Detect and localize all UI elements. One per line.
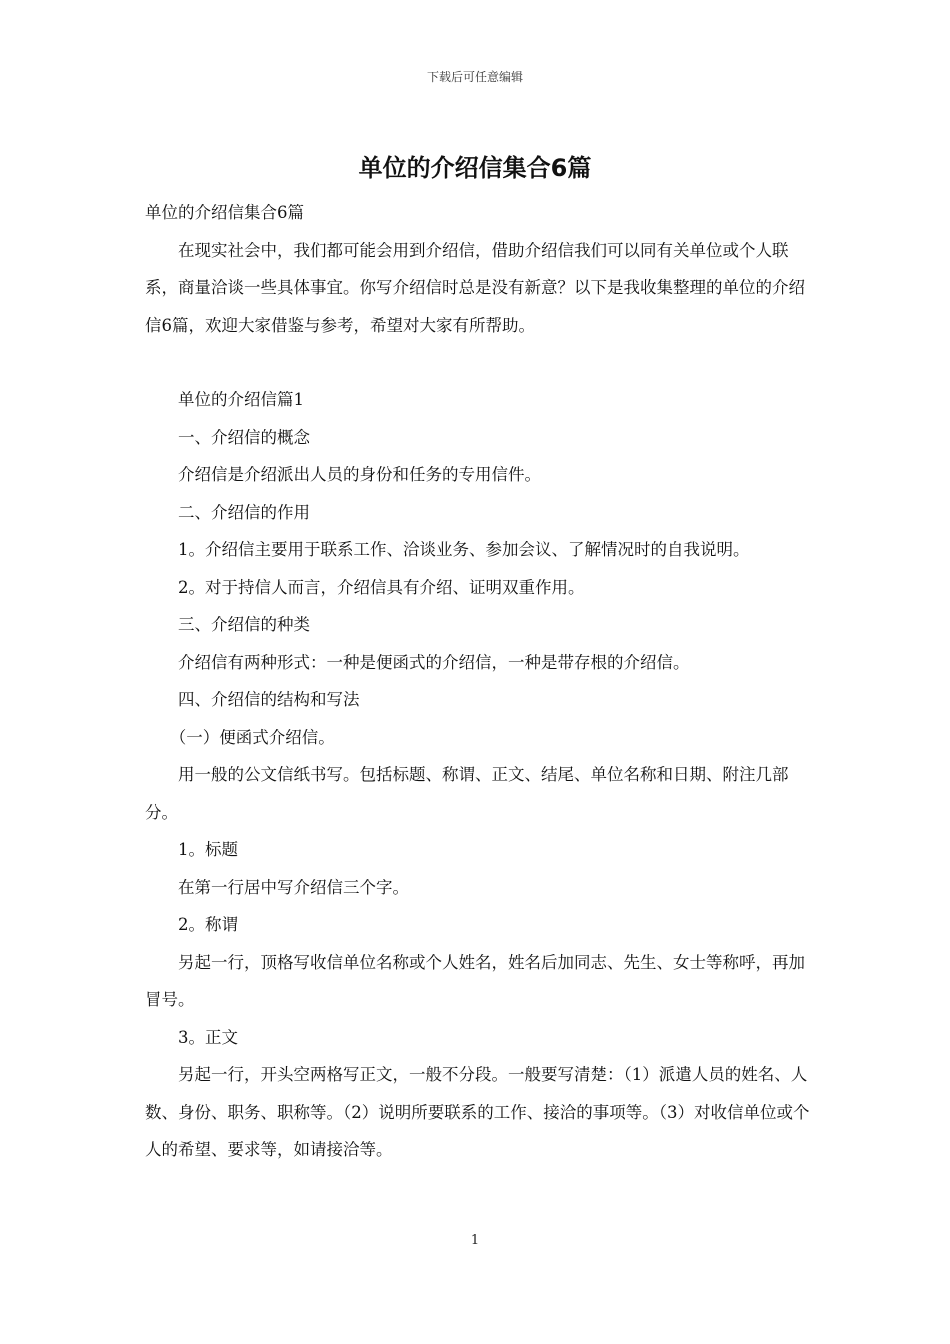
section-heading-letter-1: 单位的介绍信篇1 <box>178 390 304 409</box>
item-title-heading: 1。标题 <box>178 840 238 859</box>
item-title-text: 在第一行居中写介绍信三个字。 <box>178 877 409 897</box>
paragraph-function-1: 1。介绍信主要用于联系工作、洽谈业务、参加会议、了解情况时的自我说明。 <box>178 540 750 559</box>
document-body <box>145 194 815 1169</box>
page-header-note: 下载后可任意编辑 <box>426 70 523 84</box>
item-salutation-text: 另起一行，顶格写收信单位名称或个人姓名，姓名后加同志、先生、女士等称呼，再加冒号。 <box>145 952 805 1009</box>
item-salutation-heading: 2。称谓 <box>178 915 238 934</box>
heading-types: 三、介绍信的种类 <box>178 615 310 634</box>
subheading-letter-format: （一）便函式介绍信。 <box>169 727 335 747</box>
item-body-text: 另起一行，开头空两格写正文，一般不分段。一般要写清楚：（1）派遣人员的姓名、人数、身份、职务、职称等。（2）说明所要联系的工作、接洽的事项等。（3）对收信单位或个人的希望、要求等，如请接洽等。 <box>145 1065 810 1159</box>
paragraph-gap <box>145 344 815 381</box>
paragraph-concept: 介绍信是介绍派出人员的身份和任务的专用信件。 <box>178 465 541 484</box>
paragraph-types: 介绍信有两种形式：一种是便函式的介绍信，一种是带存根的介绍信。 <box>178 652 690 672</box>
page-number: 1 <box>470 1233 480 1248</box>
item-body-heading: 3。正文 <box>178 1027 238 1047</box>
intro-paragraph: 在现实社会中，我们都可能会用到介绍信，借助介绍信我们可以同有关单位或个人联系，商量洽谈一些具体事宜。你写介绍信时总是没有新意？以下是我收集整理的单位的介绍信6篇，欢迎大家借鉴与参考，希望对大家有所帮助。 <box>145 240 805 335</box>
paragraph-letter-format: 用一般的公文信纸书写。包括标题、称谓、正文、结尾、单位名称和日期、附注几部分。 <box>145 765 789 822</box>
heading-concept: 一、介绍信的概念 <box>178 427 310 447</box>
paragraph-function-2: 2。对于持信人而言，介绍信具有介绍、证明双重作用。 <box>178 577 585 597</box>
heading-structure: 四、介绍信的结构和写法 <box>178 690 360 709</box>
subtitle-paragraph: 单位的介绍信集合6篇 <box>145 203 304 222</box>
document-title: 单位的介绍信集合6篇 <box>358 154 592 182</box>
heading-function: 二、介绍信的作用 <box>178 502 310 522</box>
